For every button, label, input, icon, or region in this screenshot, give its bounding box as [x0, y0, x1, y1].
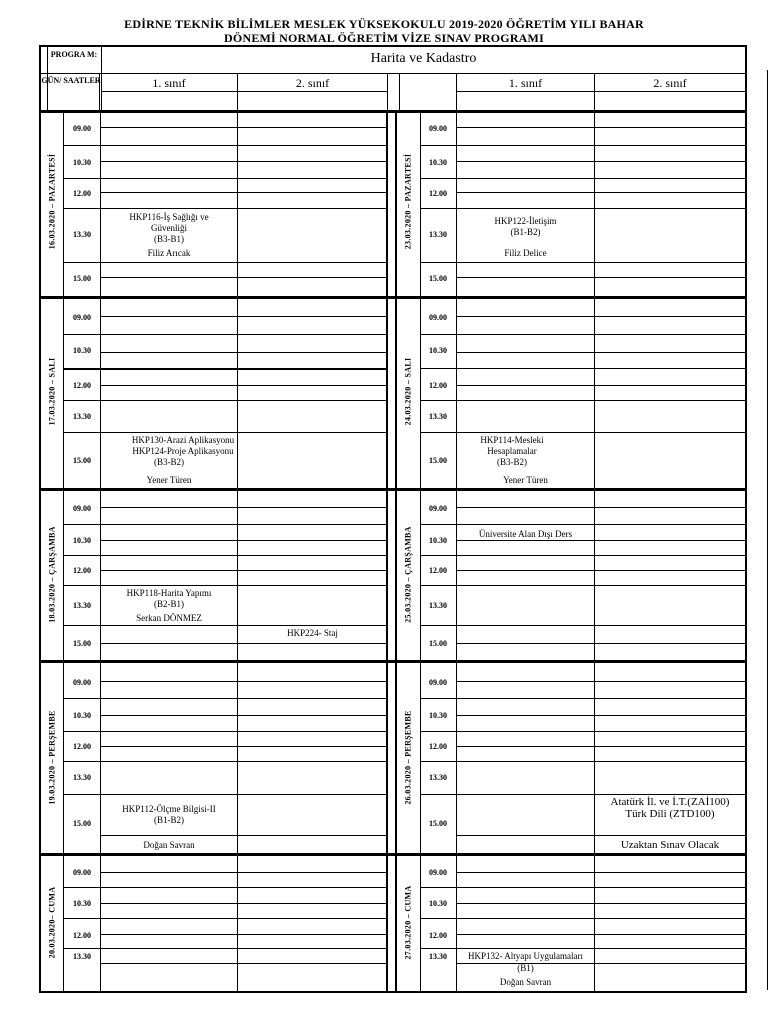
left-class2-header: 2. sınıf: [295, 76, 330, 90]
day-hours-label: GÜN/ SAATLER: [41, 76, 101, 85]
time-label: 15.00: [429, 819, 447, 828]
right-class1-header: 1. sınıf: [508, 76, 543, 90]
time-label: 13.30: [73, 230, 91, 239]
time-label: 09.00: [429, 313, 447, 322]
exam-course: Türk Dili (ZTD100): [625, 808, 715, 820]
time-label: 12.00: [429, 931, 447, 940]
time-label: 09.00: [429, 124, 447, 133]
left-class1-header: 1. sınıf: [152, 76, 186, 90]
exam-instructor: Doğan Savran: [499, 977, 552, 987]
time-label: 09.00: [73, 678, 91, 687]
exam-rooms: (B3-B2): [154, 457, 184, 467]
exam-instructor: Serkan DÖNMEZ: [136, 613, 202, 623]
exam-course: HKP114-Mesleki: [480, 435, 544, 445]
time-label: 12.00: [73, 742, 91, 751]
exam-course: HKP132- Altyapı Uygulamaları: [468, 951, 583, 961]
exam-rooms: (B1-B2): [510, 227, 541, 237]
right-day-tuesday: 24.03.2020 – SALI: [403, 357, 413, 426]
time-label: 12.00: [429, 566, 447, 575]
exam-rooms: (B1): [517, 963, 534, 973]
exam-course: HKP116-İş Sağlığı ve: [129, 212, 209, 222]
time-label: 15.00: [73, 819, 91, 828]
department-name: Harita ve Kadastro: [370, 51, 477, 66]
exam-course: HKP130-Arazi Aplikasyonu: [131, 435, 235, 445]
left-day-thursday: 19.03.2020 – PERŞEMBE: [47, 710, 57, 805]
left-day-wednesday: 18.03.2020 – ÇARŞAMBA: [47, 526, 57, 623]
exam-course: HKP118-Harita Yapımı: [126, 588, 212, 598]
exam-rooms: (B3-B1): [154, 234, 184, 244]
left-day-monday: 16.03.2020 – PAZARTESİ: [47, 153, 57, 250]
time-label: 13.30: [429, 601, 447, 610]
time-label: 10.30: [429, 536, 447, 545]
exam-instructor: Yener Türen: [146, 475, 192, 485]
time-label: 15.00: [429, 274, 447, 283]
right-day-wednesday: 25.03.2020 – ÇARŞAMBA: [403, 526, 413, 623]
time-label: 09.00: [73, 124, 91, 133]
time-label: 09.00: [429, 678, 447, 687]
exam-instructor: Yener Türen: [503, 475, 548, 485]
exam-instructor: Doğan Savran: [143, 840, 195, 850]
exam-instructor: Filiz Delice: [504, 248, 547, 258]
time-label: 15.00: [429, 456, 447, 465]
right-class2-header: 2. sınıf: [653, 76, 687, 90]
time-label: 10.30: [429, 711, 447, 720]
time-label: 13.30: [429, 773, 447, 782]
time-label: 10.30: [73, 899, 91, 908]
time-label: 10.30: [429, 158, 447, 167]
time-label: 13.30: [429, 230, 447, 239]
time-label: 09.00: [429, 504, 447, 513]
time-label: 15.00: [73, 456, 91, 465]
time-label: 15.00: [73, 274, 91, 283]
time-label: 13.30: [73, 773, 91, 782]
right-day-monday: 23.03.2020 – PAZARTESİ: [403, 153, 413, 250]
time-label: 10.30: [73, 158, 91, 167]
time-label: 12.00: [429, 381, 447, 390]
time-label: 10.30: [429, 346, 447, 355]
exam-course: Üniversite Alan Dışı Ders: [478, 529, 573, 539]
exam-course: HKP124-Proje Aplikasyonu: [132, 446, 234, 456]
exam-rooms: (B2-B1): [154, 599, 184, 609]
time-label: 13.30: [429, 952, 447, 961]
exam-course: Güvenliği: [151, 223, 187, 233]
time-label: 13.30: [429, 412, 447, 421]
exam-rooms: (B1-B2): [154, 815, 184, 825]
time-label: 15.00: [429, 639, 447, 648]
time-label: 09.00: [429, 868, 447, 877]
time-label: 09.00: [73, 868, 91, 877]
time-label: 10.30: [429, 899, 447, 908]
time-label: 15.00: [73, 639, 91, 648]
exam-instructor: Filiz Arıcak: [147, 248, 191, 258]
time-label: 12.00: [73, 931, 91, 940]
time-label: 12.00: [429, 742, 447, 751]
exam-note: Uzaktan Sınav Olacak: [620, 839, 720, 851]
time-label: 10.30: [73, 346, 91, 355]
exam-course: HKP112-Ölçme Bilgisi-II: [122, 804, 216, 814]
time-label: 12.00: [73, 566, 91, 575]
time-label: 09.00: [73, 504, 91, 513]
time-label: 13.30: [73, 952, 91, 961]
time-label: 13.30: [73, 601, 91, 610]
time-label: 12.00: [429, 189, 447, 198]
exam-rooms: (B3-B2): [497, 457, 527, 467]
time-label: 09.00: [73, 313, 91, 322]
time-label: 13.30: [73, 412, 91, 421]
left-day-tuesday: 17.03.2020 – SALI: [47, 357, 57, 426]
right-day-friday: 27.03.2020 – CUMA: [403, 885, 413, 960]
program-label: PROGRA M:: [50, 50, 98, 59]
exam-course: Hesaplamalar: [487, 446, 537, 456]
time-label: 12.00: [73, 189, 91, 198]
document-title-line2: DÖNEMİ NORMAL ÖĞRETİM VİZE SINAV PROGRAMI: [224, 31, 544, 45]
time-label: 12.00: [73, 381, 91, 390]
left-day-friday: 20.03.2020– CUMA: [47, 886, 57, 959]
exam-course: Atatürk İl. ve İ.T.(ZAİ100): [610, 796, 730, 808]
time-label: 10.30: [73, 711, 91, 720]
exam-course: HKP122-İletişim: [494, 216, 557, 226]
right-day-thursday: 26.03.2020 – PERŞEMBE: [403, 710, 413, 805]
time-label: 10.30: [73, 536, 91, 545]
document-title-line1: EDİRNE TEKNİK BİLİMLER MESLEK YÜKSEKOKULU 2019-2020 ÖĞRETİM YILI BAHAR: [124, 17, 644, 31]
exam-course: HKP224- Staj: [287, 628, 338, 638]
